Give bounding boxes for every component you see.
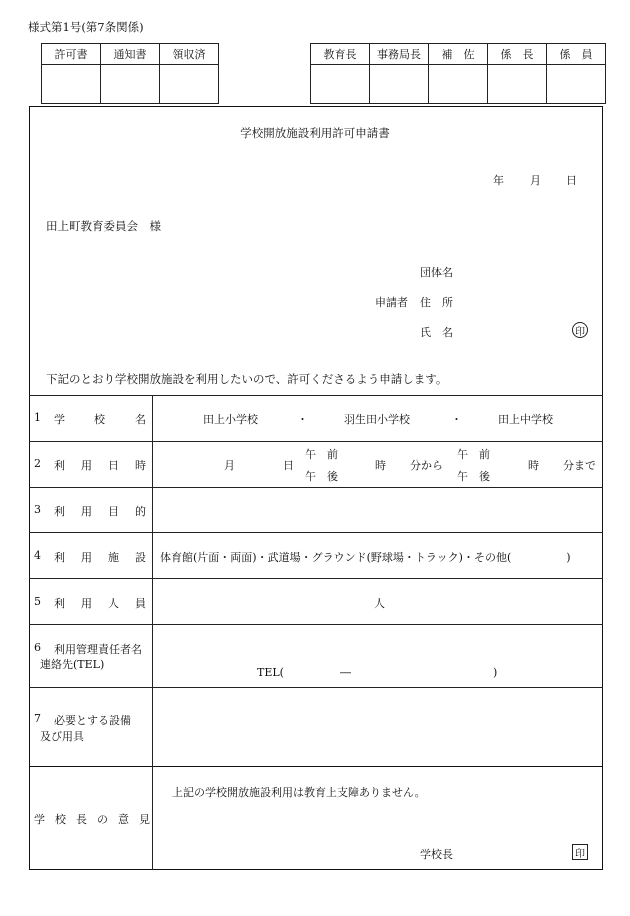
row-school-label: 1 学 校 名 [34,411,146,426]
form-title: 学校開放施設利用許可申請書 [240,126,390,140]
stamp-header-notice: 通知書 [101,44,160,65]
datetime-day[interactable]: 日 [283,459,294,472]
start-hour[interactable]: 時 [375,459,386,472]
datetime-month[interactable]: 月 [224,459,235,472]
row-divider [29,441,603,442]
tel-dash: ― [340,666,351,679]
row-divider [29,624,603,625]
start-pm-option[interactable]: 午 後 [305,470,338,483]
intro-statement: 下記のとおり学校開放施設を利用したいので、許可くださるよう申請します。 [46,372,448,386]
school-option-hanyuda-elementary[interactable]: 羽生田小学校 [344,413,410,426]
end-pm-option[interactable]: 午 後 [457,470,490,483]
stamp-header-deputy: 補 佐 [429,44,488,65]
address-label: 住 所 [420,296,453,309]
issuance-stamp-table [41,43,219,104]
equipment-field[interactable] [156,690,600,764]
tel-close: ) [493,666,498,679]
addressee: 田上町教育委員会 様 [46,219,161,233]
applicant-seal-icon: 印 [572,322,588,338]
stamp-box[interactable] [370,65,429,104]
form-number-label: 様式第1号(第7条関係) [28,20,144,34]
principal-statement: 上記の学校開放施設利用は教育上支障ありません。 [172,786,426,799]
applicant-label: 申請者 [375,296,408,309]
stamp-box[interactable] [311,65,370,104]
equipment-label-2: 及び用具 [40,730,84,743]
name-label: 氏 名 [420,326,453,339]
stamp-header-receipt: 領収済 [160,44,219,65]
stamp-header-staff: 係 員 [547,44,606,65]
stamp-box[interactable] [42,65,101,104]
row-divider [29,578,603,579]
row-facility-label: 4 利 用 施 設 [34,549,146,564]
row-divider [29,687,603,688]
purpose-field[interactable] [156,489,600,531]
row-purpose-label: 3 利 用 目 的 [34,503,146,518]
date-day[interactable]: 日 [566,174,577,187]
row-equipment-label: 7 必要とする設備 [34,712,131,727]
tel-open[interactable]: TEL( [257,666,284,679]
row-manager-label: 6 利用管理責任者名 [34,641,142,656]
stamp-header-permit: 許可書 [42,44,101,65]
people-count-unit[interactable]: 人 [374,597,385,610]
school-option-tagami-elementary[interactable]: 田上小学校 [203,413,258,426]
end-hour[interactable]: 時 [528,459,539,472]
row-people-label: 5 利 用 人 員 [34,595,146,610]
row-divider [29,766,603,767]
stamp-box[interactable] [547,65,606,104]
row-divider [29,487,603,488]
contact-tel-label: 連絡先(TEL) [40,658,105,671]
end-minute[interactable]: 分まで [563,459,596,472]
stamp-box[interactable] [429,65,488,104]
row-datetime-label: 2 利 用 日 時 [34,457,146,472]
school-option-tagami-junior-high[interactable]: 田上中学校 [498,413,553,426]
row-divider [29,532,603,533]
stamp-header-chief: 係 長 [488,44,547,65]
start-am-option[interactable]: 午 前 [305,448,338,461]
facility-options[interactable]: 体育館(片面・両面)・武道場・グラウンド(野球場・トラック)・その他( ) [160,551,571,564]
stamp-box[interactable] [160,65,219,104]
row-divider [29,395,603,396]
school-separator: ・ [297,413,308,426]
group-name-label: 団体名 [420,266,453,279]
principal-seal-icon: 印 [572,844,588,860]
stamp-header-superintendent: 教育長 [311,44,370,65]
column-divider [152,395,153,870]
approval-stamp-table [310,43,606,104]
school-separator: ・ [451,413,462,426]
stamp-box[interactable] [101,65,160,104]
stamp-header-office-director: 事務局長 [370,44,429,65]
start-minute[interactable]: 分から [410,459,443,472]
stamp-box[interactable] [488,65,547,104]
date-year[interactable]: 年 [493,174,504,187]
end-am-option[interactable]: 午 前 [457,448,490,461]
date-month[interactable]: 月 [530,174,541,187]
principal-sign-label: 学校長 [420,848,453,861]
